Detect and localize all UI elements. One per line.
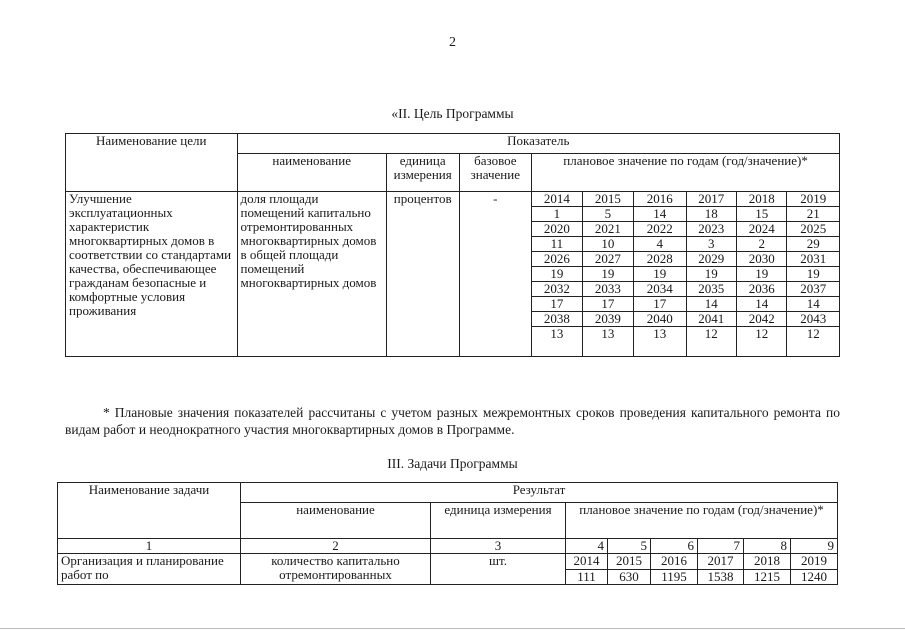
col-number: 6	[651, 539, 698, 554]
plan-value: 14	[686, 297, 736, 312]
task-value: 630	[608, 570, 651, 585]
scan-edge-line	[0, 628, 905, 629]
col-number: 4	[566, 539, 608, 554]
result-header: Результат	[241, 483, 838, 503]
plan-year: 2025	[787, 222, 840, 237]
plan-value: 14	[787, 297, 840, 312]
col-number: 8	[744, 539, 791, 554]
plan-value: 17	[634, 297, 686, 312]
plan-value: 5	[582, 207, 633, 222]
plan-value: 1	[532, 207, 582, 222]
unit-header: единица измерения	[386, 154, 459, 192]
plan-year: 2035	[686, 282, 736, 297]
col-number: 2	[241, 539, 431, 554]
plan-value: 12	[736, 327, 786, 357]
plan-year: 2027	[582, 252, 633, 267]
goal-table	[65, 133, 840, 357]
plan-value: 11	[532, 237, 582, 252]
task-year: 2017	[698, 554, 744, 570]
plan-value: 10	[582, 237, 633, 252]
plan-value: 19	[532, 267, 582, 282]
col-number: 3	[431, 539, 566, 554]
plan-year: 2020	[532, 222, 582, 237]
plan-value: 15	[736, 207, 786, 222]
plan-year: 2028	[634, 252, 686, 267]
task-value: 1240	[791, 570, 838, 585]
plan-year: 2040	[634, 312, 686, 327]
goal-name-header: Наименование цели	[66, 134, 238, 192]
task-year: 2016	[651, 554, 698, 570]
plan-year: 2024	[736, 222, 786, 237]
task-value: 111	[566, 570, 608, 585]
plan-year: 2019	[787, 192, 840, 207]
plan-year: 2036	[736, 282, 786, 297]
plan-year: 2043	[787, 312, 840, 327]
plan-year: 2016	[634, 192, 686, 207]
plan-value: 13	[582, 327, 633, 357]
indicator-name-header: наименование	[237, 154, 386, 192]
task-value: 1215	[744, 570, 791, 585]
result-unit-header: единица измерения	[431, 503, 566, 539]
plan-value: 21	[787, 207, 840, 222]
footnote: * Плановые значения показателей рассчитаны с учетом разных межремонтных сроков проведения капитального ремонта по видам работ и неоднократного участия многоквартирных домов в Программе.	[65, 405, 840, 437]
result-plan-header: плановое значение по годам (год/значение)*	[566, 503, 838, 539]
plan-value: 29	[787, 237, 840, 252]
plan-value: 12	[686, 327, 736, 357]
task-year: 2015	[608, 554, 651, 570]
plan-value: 19	[634, 267, 686, 282]
plan-year: 2014	[532, 192, 582, 207]
plan-year: 2026	[532, 252, 582, 267]
plan-value: 12	[787, 327, 840, 357]
plan-year: 2021	[582, 222, 633, 237]
plan-value: 13	[532, 327, 582, 357]
task-year: 2019	[791, 554, 838, 570]
plan-value: 19	[582, 267, 633, 282]
task-text: Организация и планирование работ по	[58, 554, 241, 585]
base-text: -	[459, 192, 532, 357]
plan-value: 17	[582, 297, 633, 312]
plan-value: 2	[736, 237, 786, 252]
plan-year: 2031	[787, 252, 840, 267]
task-value: 1195	[651, 570, 698, 585]
plan-value-header: плановое значение по годам (год/значение)*	[532, 154, 840, 192]
task-year: 2018	[744, 554, 791, 570]
col-number: 5	[608, 539, 651, 554]
plan-year: 2037	[787, 282, 840, 297]
plan-year: 2042	[736, 312, 786, 327]
indicator-text: доля площади помещений капитально отремонтированных многоквартирных домов в общей площади помещений многоквартирных домов	[237, 192, 386, 357]
base-value-header: базовое значение	[459, 154, 532, 192]
plan-year: 2033	[582, 282, 633, 297]
result-name-header: наименование	[241, 503, 431, 539]
plan-year: 2015	[582, 192, 633, 207]
plan-year: 2030	[736, 252, 786, 267]
plan-value: 14	[736, 297, 786, 312]
indicator-header: Показатель	[237, 134, 839, 154]
col-number: 9	[791, 539, 838, 554]
plan-year: 2023	[686, 222, 736, 237]
plan-value: 13	[634, 327, 686, 357]
plan-value: 19	[736, 267, 786, 282]
section-3-title: III. Задачи Программы	[387, 456, 518, 471]
result-text: количество капитально отремонтированных	[241, 554, 431, 585]
plan-year: 2032	[532, 282, 582, 297]
plan-value: 19	[686, 267, 736, 282]
tasks-table	[57, 482, 838, 585]
goal-text: Улучшение эксплуатационных характеристик многоквартирных домов в соответствии со стандартами качества, обеспечивающее гражданам безопасные и комфортные условия проживания	[66, 192, 238, 357]
col-number: 7	[698, 539, 744, 554]
plan-value: 14	[634, 207, 686, 222]
task-value: 1538	[698, 570, 744, 585]
page-number: 2	[449, 35, 456, 50]
col-number: 1	[58, 539, 241, 554]
unit-text: процентов	[386, 192, 459, 357]
plan-value: 18	[686, 207, 736, 222]
plan-year: 2038	[532, 312, 582, 327]
result-unit-text: шт.	[431, 554, 566, 585]
plan-year: 2041	[686, 312, 736, 327]
plan-year: 2039	[582, 312, 633, 327]
plan-value: 17	[532, 297, 582, 312]
plan-year: 2034	[634, 282, 686, 297]
section-2-title: «II. Цель Программы	[391, 106, 514, 121]
plan-year: 2017	[686, 192, 736, 207]
plan-year: 2029	[686, 252, 736, 267]
plan-value: 4	[634, 237, 686, 252]
plan-year: 2018	[736, 192, 786, 207]
task-year: 2014	[566, 554, 608, 570]
task-name-header: Наименование задачи	[58, 483, 241, 539]
plan-value: 19	[787, 267, 840, 282]
plan-year: 2022	[634, 222, 686, 237]
plan-value: 3	[686, 237, 736, 252]
